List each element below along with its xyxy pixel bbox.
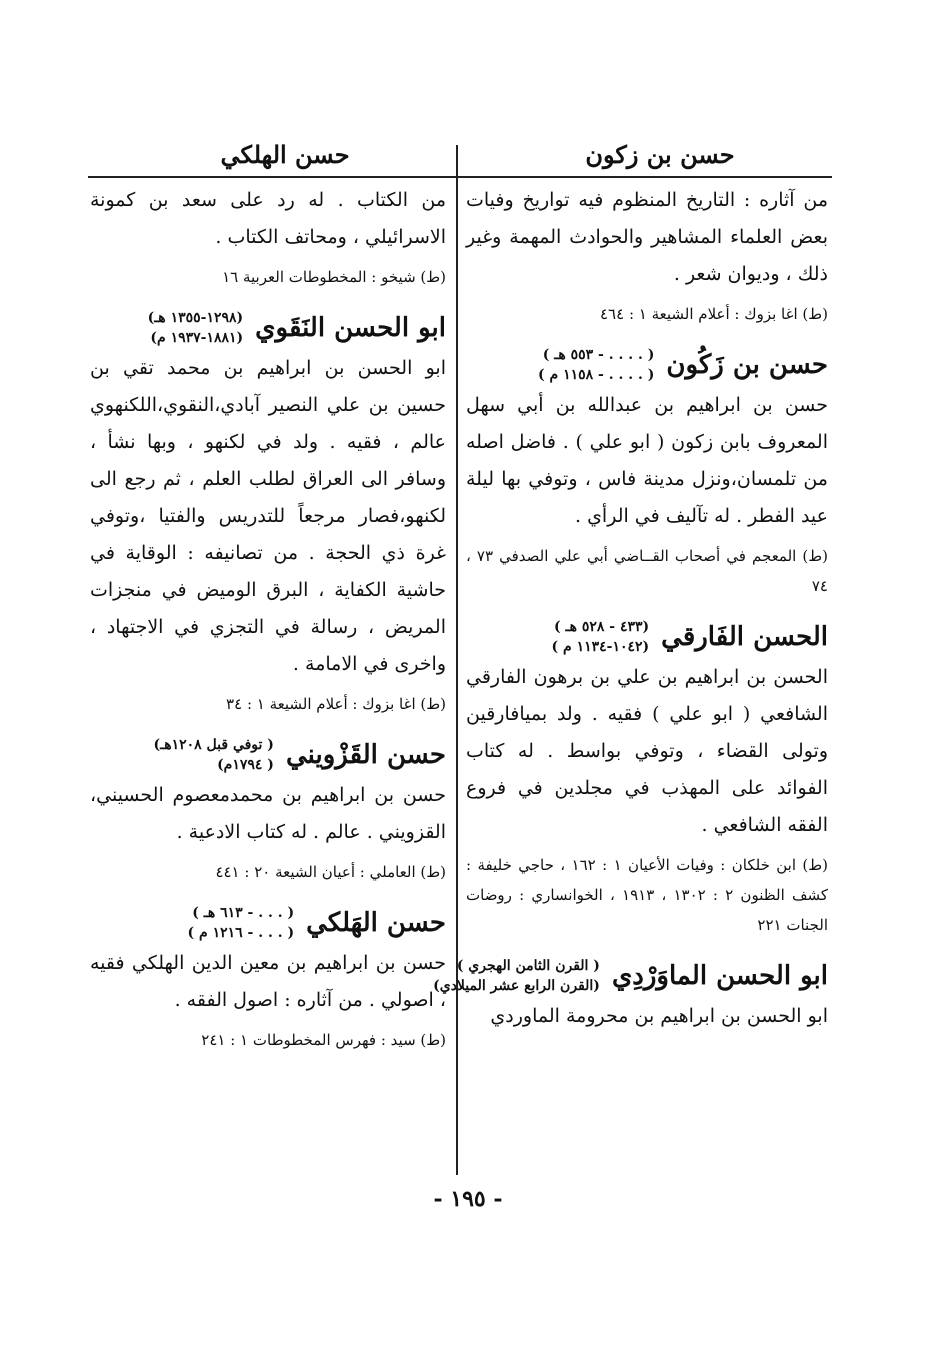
- date-gregorian: ( ١٧٩٤م): [217, 757, 274, 773]
- entry-text: الحسن بن ابراهيم بن علي بن برهون الفارقي الشافعي ( ابو علي ) فقيه . ولد بميافارقين وتولى القضاء ، وتوفي بواسط . له كتاب الفوائد على المهذب في مجلدين في فروع الفقه الشافعي .: [466, 666, 828, 836]
- entry-dates: [552, 617, 650, 657]
- right-running-header: حسن بن زكون: [585, 140, 735, 169]
- entry-reference: (ط) ابن خلكان : وفيات الأعيان ١ : ١٦٢ ، حاجي خليفة : كشف الظنون ٢ : ١٣٠٢ ، ١٩١٣ ، الخوانساري : روضات الجنات ٢٢١: [466, 856, 829, 934]
- entry-al-fariqi: [466, 617, 828, 940]
- entry-text: ابو الحسن بن ابراهيم بن محرومة الماوردي: [490, 1005, 828, 1027]
- entry-al-naqawi: [90, 308, 446, 719]
- intro-reference: (ط) شيخو : المخطوطات العربية ١٦: [222, 268, 446, 286]
- entry-name: حسن القَزْويني: [285, 740, 446, 770]
- intro-text: من الكتاب . له رد على سعد بن كمونة الاسرائيلي ، ومحاتف الكتاب .: [90, 189, 446, 248]
- date-hijri: ( . . . - ٦١٣ هـ ): [192, 905, 295, 921]
- entry-ibn-zakun: [466, 345, 828, 601]
- column-divider: [456, 145, 458, 1175]
- entry-text: حسن بن ابراهيم بن معين الدين الهلكي فقيه ، اصولي . من آثاره : اصول الفقه .: [90, 952, 446, 1011]
- entry-text: حسن بن ابراهيم بن محمدمعصوم الحسيني، القزويني . عالم . له كتاب الادعية .: [90, 784, 446, 843]
- entry-text: حسن بن ابراهيم بن عبدالله بن أبي سهل المعروف بابن زكون ( ابو علي ) . فاضل اصله من تلمسان،ونزل مدينة فاس ، وتوفي بها ليلة عيد الفطر . له تآليف في الرأي .: [466, 394, 828, 527]
- page-number: - ١٩٥ -: [433, 1186, 503, 1212]
- date-hijri: ( . . . . - ٥٥٣ هـ ): [542, 347, 655, 363]
- date-gregorian: ( . . . - ١٢١٦ م ): [187, 925, 295, 941]
- intro-reference: (ط) اغا بزوك : أعلام الشيعة ١ : ٤٦٤: [600, 305, 828, 323]
- entry-al-mawardi: [433, 956, 828, 1035]
- date-gregorian: ( . . . . - ١١٥٨ م ): [538, 367, 655, 383]
- left-column: [90, 182, 446, 1061]
- entry-text: ابو الحسن بن ابراهيم بن محمد تقي بن حسين بن علي النصير آبادي،النقوي،اللكنهوي عالم ، فقيه . ولد في لكنهو ، وبها نشأ ، وسافر الى العراق لطلب العلم ، ثم رجع الى لكنهو،فصار مرجعاً للتدريس والفتيا ،وتوفي غرة ذي الحجة . من تصانيفه : الوقاية في حاشية الكفاية ، البرق الوميض في منجزات المريض ، رسالة في التجزي في الاجتهاد ، واخرى في الامامة .: [90, 357, 446, 675]
- date-hijri: ( القرن الثامن الهجري ): [456, 958, 600, 974]
- date-hijri: (١٢٩٨-١٣٥٥ هـ): [147, 310, 244, 326]
- entry-dates: [148, 308, 244, 348]
- entry-name: ابو الحسن الماوَرْدِي: [611, 961, 828, 991]
- entry-al-halaki: [90, 903, 446, 1055]
- entry-name: حسن بن زَكُون: [666, 350, 828, 380]
- left-running-header: حسن الهلكي: [220, 140, 350, 169]
- entry-dates: [538, 345, 654, 385]
- entry-reference: (ط) المعجم في أصحاب القــاضي أبي علي الصدفي ٧٣ ، ٧٤: [466, 547, 828, 595]
- entry-dates: [433, 956, 600, 996]
- entry-name: الحسن الفَارقي: [661, 622, 828, 652]
- entry-dates: [153, 735, 273, 775]
- intro-text: من آثاره : التاريخ المنظوم فيه تواريخ وفيات بعض العلماء المشاهير والحوادث المهمة وغير ذلك ، وديوان شعر .: [466, 189, 828, 285]
- entry-dates: [188, 903, 295, 943]
- entry-name: ابو الحسن النَقَوي: [255, 313, 446, 343]
- entry-reference: (ط) اغا بزوك : أعلام الشيعة ١ : ٣٤: [226, 695, 446, 713]
- date-gregorian: (١٨٨١-١٩٣٧ م): [150, 330, 244, 346]
- header-rule: [88, 176, 832, 178]
- date-hijri: ( توفي قبل ١٢٠٨هـ): [153, 737, 274, 753]
- date-gregorian: (١٠٤٢-١١٣٤ م ): [551, 639, 650, 655]
- entry-reference: (ط) سيد : فهرس المخطوطات ١ : ٢٤١: [201, 1031, 446, 1049]
- entry-al-qazwini: [90, 735, 446, 887]
- right-column: [433, 182, 829, 1035]
- entry-name: حسن الهَلكي: [306, 908, 446, 938]
- date-hijri: (٤٣٣ - ٥٢٨ هـ ): [553, 619, 650, 635]
- entry-reference: (ط) العاملي : أعيان الشيعة ٢٠ : ٤٤١: [215, 863, 446, 881]
- date-gregorian: (القرن الرابع عشر الميلادي): [433, 978, 600, 994]
